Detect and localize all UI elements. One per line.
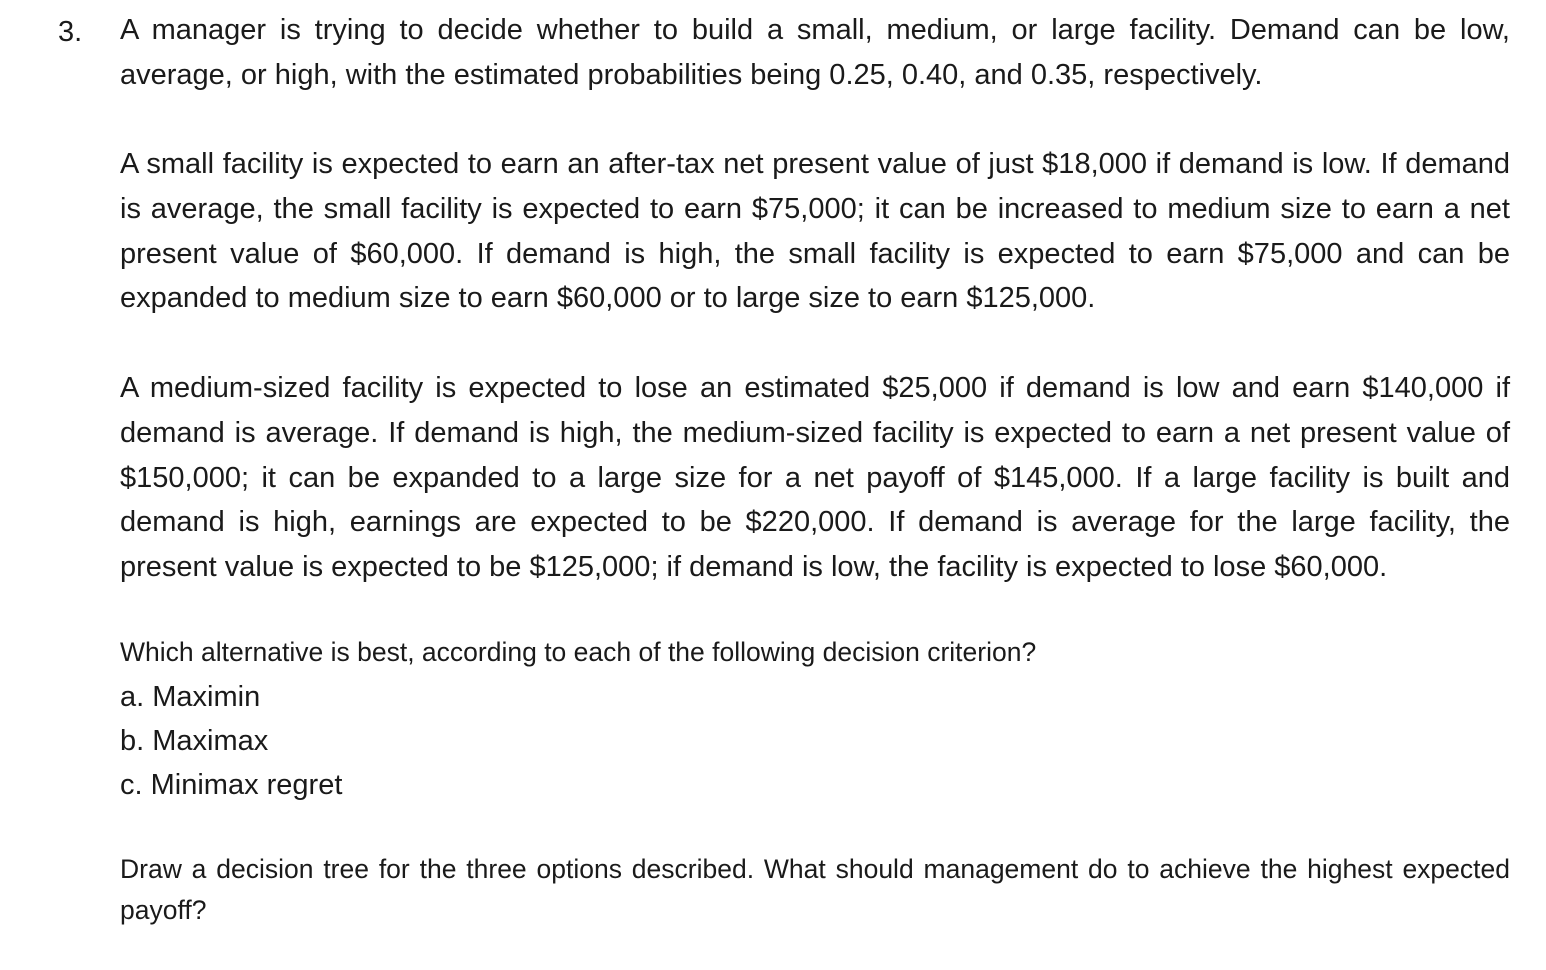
- option-minimax-regret: c. Minimax regret: [120, 769, 343, 801]
- medium-large-facility-paragraph: A medium-sized facility is expected to lose an estimated $25,000 if demand is low and earn $140,000 if demand is average. If demand is high, the medium-sized facility is expected to earn a net present value of $150,000; it can be expanded to a large size for a net payoff of $145,000. If a large facility is built and demand is high, earnings are expected to be $220,000. If demand is average for the large facility, the present value is expected to be $125,000; if demand is low, the facility is expected to lose $60,000.: [120, 372, 1510, 584]
- small-facility-paragraph: A small facility is expected to earn an after-tax net present value of just $18,000 if demand is low. If demand is average, the small facility is expected to earn $75,000; it can be increased to medium size to earn a net present value of $60,000. If demand is high, the small facility is expected to earn $75,000 and can be expanded to medium size to earn $60,000 or to large size to earn $125,000.: [120, 148, 1510, 315]
- criterion-prompt: Which alternative is best, according to each of the following decision criterion?: [120, 637, 1037, 667]
- option-maximax: b. Maximax: [120, 725, 269, 757]
- option-maximin: a. Maximin: [120, 681, 261, 713]
- question-number: 3.: [58, 16, 83, 48]
- problem-intro-paragraph: A manager is trying to decide whether to build a small, medium, or large facility. Demand can be low, average, or high, with the estimated probabilities being 0.25, 0.40, and 0.35, respectively.: [120, 14, 1510, 91]
- decision-tree-question: Draw a decision tree for the three options described. What should management do to achieve the highest expected payoff?: [120, 854, 1510, 925]
